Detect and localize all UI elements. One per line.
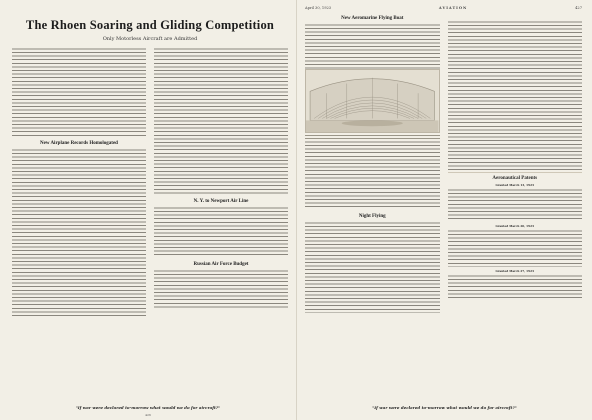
right-column-2: [448, 12, 583, 313]
body-text-block: [154, 269, 288, 309]
patent-list: [448, 274, 583, 300]
body-text-block: [12, 47, 146, 137]
patent-date-heading: Granted March 13, 1923: [495, 183, 534, 187]
patent-list: [448, 229, 583, 267]
right-column-1: [305, 12, 440, 313]
patents-heading: Aeronautical Patents: [492, 176, 538, 181]
article-title: The Rhoen Soaring and Gliding Competition: [25, 18, 275, 32]
right-columns: [305, 12, 582, 313]
body-text-block: [154, 47, 288, 195]
running-header: [305, 6, 582, 10]
section-heading-aeromarine: New Aeromarine Flying Boat: [341, 16, 404, 21]
left-column-1: [12, 47, 146, 316]
patent-date-heading: Granted March 20, 1923: [495, 224, 534, 228]
body-text-block: [305, 140, 440, 210]
footer-quote: "If war were declared to-morrow what would we do for aircraft?": [75, 405, 221, 410]
section-heading-russian: Russian Air Force Budget: [193, 262, 249, 267]
body-text-block: [305, 221, 440, 313]
patent-list: [448, 188, 583, 222]
header-magazine: AVIATION: [438, 6, 468, 10]
footer-quote: "If war were declared to-morrow what would we do for aircraft?": [372, 405, 517, 410]
body-text-block: [154, 206, 288, 258]
page-number: 426: [145, 413, 151, 417]
body-text-block: [305, 23, 440, 69]
left-column-2: [154, 47, 288, 316]
patent-date-heading: Granted March 27, 1923: [495, 269, 534, 273]
flying-boat-photo: [305, 69, 440, 133]
header-page-number: 427: [575, 6, 582, 10]
right-page: [296, 0, 592, 420]
section-heading-records: New Airplane Records Homologated: [40, 141, 118, 146]
hangar-frame-image: [306, 70, 439, 132]
body-text-block: [12, 148, 146, 316]
divider: [448, 172, 583, 173]
left-columns: [12, 47, 288, 316]
article-subtitle: Only Motorless Aircraft are Admitted: [102, 36, 198, 42]
section-heading-newport: N. Y. to Newport Air Line: [193, 199, 249, 204]
header-date: April 30, 1923: [305, 6, 332, 10]
section-heading-night-flying: Night Flying: [358, 214, 386, 219]
body-text-block: [448, 20, 583, 170]
